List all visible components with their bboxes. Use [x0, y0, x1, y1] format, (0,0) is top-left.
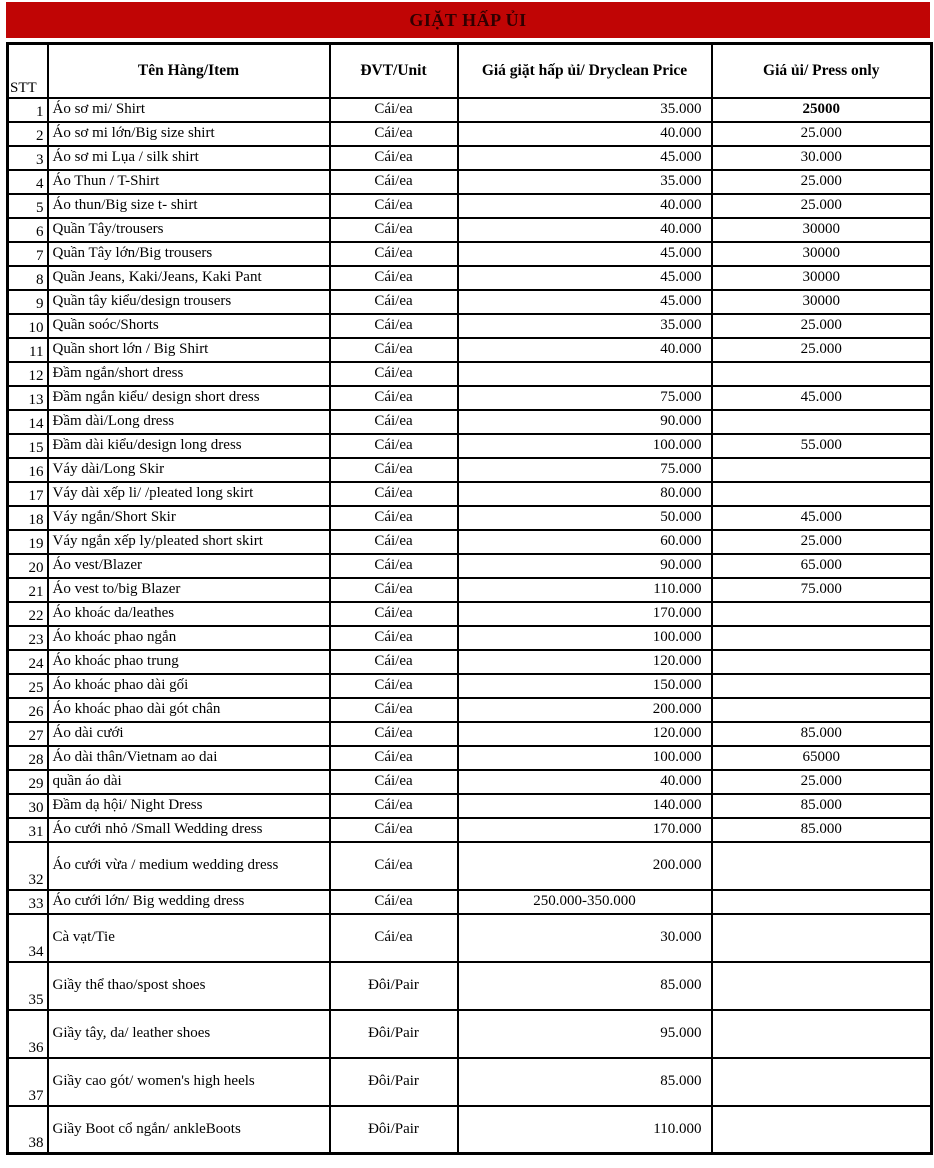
- dryclean-price-cell: 40.000: [458, 218, 712, 242]
- unit-cell: Cái/ea: [330, 698, 458, 722]
- press-price-cell: 65000: [712, 746, 932, 770]
- press-price-cell: [712, 1106, 932, 1154]
- table-row: [8, 650, 932, 674]
- item-cell: Áo vest to/big Blazer: [48, 578, 330, 602]
- stt-cell: 19: [8, 530, 48, 554]
- stt-cell: 30: [8, 794, 48, 818]
- table-row: [8, 842, 932, 890]
- item-cell: Áo Thun / T-Shirt: [48, 170, 330, 194]
- item-cell: Áo khoác phao dài gót chân: [48, 698, 330, 722]
- item-cell: Áo khoác phao dài gối: [48, 674, 330, 698]
- press-price-cell: 65.000: [712, 554, 932, 578]
- unit-cell: Đôi/Pair: [330, 1106, 458, 1154]
- dryclean-price-cell: 100.000: [458, 626, 712, 650]
- unit-cell: Cái/ea: [330, 410, 458, 434]
- unit-cell: Cái/ea: [330, 146, 458, 170]
- item-cell: Váy dài xếp li/ /pleated long skirt: [48, 482, 330, 506]
- stt-cell: 31: [8, 818, 48, 842]
- press-price-cell: [712, 458, 932, 482]
- stt-cell: 4: [8, 170, 48, 194]
- unit-cell: Cái/ea: [330, 530, 458, 554]
- dryclean-price-cell: 75.000: [458, 458, 712, 482]
- dryclean-price-cell: 60.000: [458, 530, 712, 554]
- unit-cell: Cái/ea: [330, 242, 458, 266]
- unit-cell: Cái/ea: [330, 818, 458, 842]
- press-price-cell: 30000: [712, 266, 932, 290]
- item-cell: Đầm ngắn kiểu/ design short dress: [48, 386, 330, 410]
- unit-cell: Cái/ea: [330, 362, 458, 386]
- stt-cell: 9: [8, 290, 48, 314]
- unit-cell: Cái/ea: [330, 554, 458, 578]
- unit-cell: Cái/ea: [330, 794, 458, 818]
- table-row: [8, 578, 932, 602]
- stt-cell: 21: [8, 578, 48, 602]
- column-header-unit: ĐVT/Unit: [330, 44, 458, 98]
- dryclean-price-cell: 75.000: [458, 386, 712, 410]
- table-row: [8, 818, 932, 842]
- unit-cell: Cái/ea: [330, 434, 458, 458]
- column-header-item: Tên Hàng/Item: [48, 44, 330, 98]
- press-price-cell: [712, 626, 932, 650]
- unit-cell: Cái/ea: [330, 122, 458, 146]
- stt-cell: 8: [8, 266, 48, 290]
- item-cell: Áo dài cưới: [48, 722, 330, 746]
- stt-cell: 10: [8, 314, 48, 338]
- stt-cell: 5: [8, 194, 48, 218]
- item-cell: Áo sơ mi/ Shirt: [48, 98, 330, 122]
- stt-cell: 38: [8, 1106, 48, 1154]
- table-row: [8, 410, 932, 434]
- dryclean-price-cell: 170.000: [458, 818, 712, 842]
- table-row: [8, 338, 932, 362]
- unit-cell: Cái/ea: [330, 338, 458, 362]
- table-row: [8, 1058, 932, 1106]
- table-title: GIẶT HẤP ỦI: [6, 2, 930, 38]
- unit-cell: Cái/ea: [330, 602, 458, 626]
- unit-cell: Cái/ea: [330, 218, 458, 242]
- dryclean-price-cell: 110.000: [458, 1106, 712, 1154]
- table-row: [8, 290, 932, 314]
- dryclean-price-cell: 40.000: [458, 122, 712, 146]
- unit-cell: Cái/ea: [330, 674, 458, 698]
- press-price-cell: 85.000: [712, 722, 932, 746]
- unit-cell: Cái/ea: [330, 746, 458, 770]
- stt-cell: 11: [8, 338, 48, 362]
- table-row: [8, 98, 932, 122]
- unit-cell: Cái/ea: [330, 506, 458, 530]
- item-cell: Áo sơ mi Lụa / silk shirt: [48, 146, 330, 170]
- dryclean-price-cell: 40.000: [458, 770, 712, 794]
- stt-cell: 7: [8, 242, 48, 266]
- item-cell: Quần Jeans, Kaki/Jeans, Kaki Pant: [48, 266, 330, 290]
- dryclean-price-cell: 30.000: [458, 914, 712, 962]
- unit-cell: Đôi/Pair: [330, 962, 458, 1010]
- stt-cell: 15: [8, 434, 48, 458]
- dryclean-price-cell: 250.000-350.000: [458, 890, 712, 914]
- dryclean-price-cell: 150.000: [458, 674, 712, 698]
- price-table-header: [8, 44, 932, 98]
- table-row: [8, 890, 932, 914]
- press-price-cell: [712, 842, 932, 890]
- dryclean-price-cell: 45.000: [458, 290, 712, 314]
- item-cell: Quần short lớn / Big Shirt: [48, 338, 330, 362]
- unit-cell: Cái/ea: [330, 290, 458, 314]
- dryclean-price-cell: 100.000: [458, 746, 712, 770]
- table-row: [8, 314, 932, 338]
- table-row: [8, 722, 932, 746]
- item-cell: Đầm ngắn/short dress: [48, 362, 330, 386]
- press-price-cell: 30.000: [712, 146, 932, 170]
- item-cell: Quần Tây/trousers: [48, 218, 330, 242]
- dryclean-price-cell: 80.000: [458, 482, 712, 506]
- table-row: [8, 530, 932, 554]
- press-price-cell: 75.000: [712, 578, 932, 602]
- item-cell: quần áo dài: [48, 770, 330, 794]
- table-row: [8, 1010, 932, 1058]
- stt-cell: 32: [8, 842, 48, 890]
- table-row: [8, 194, 932, 218]
- table-row: [8, 362, 932, 386]
- press-price-cell: 25.000: [712, 770, 932, 794]
- item-cell: Áo khoác phao trung: [48, 650, 330, 674]
- stt-cell: 35: [8, 962, 48, 1010]
- item-cell: Áo sơ mi lớn/Big size shirt: [48, 122, 330, 146]
- table-row: [8, 626, 932, 650]
- unit-cell: Cái/ea: [330, 170, 458, 194]
- dryclean-price-cell: [458, 362, 712, 386]
- dryclean-price-cell: 85.000: [458, 962, 712, 1010]
- stt-cell: 29: [8, 770, 48, 794]
- price-table-body: [8, 98, 932, 1154]
- item-cell: Quần soóc/Shorts: [48, 314, 330, 338]
- table-row: [8, 794, 932, 818]
- unit-cell: Đôi/Pair: [330, 1010, 458, 1058]
- stt-cell: 17: [8, 482, 48, 506]
- press-price-cell: [712, 1058, 932, 1106]
- unit-cell: Cái/ea: [330, 386, 458, 410]
- press-price-cell: 55.000: [712, 434, 932, 458]
- table-row: [8, 386, 932, 410]
- press-price-cell: [712, 962, 932, 1010]
- dryclean-price-cell: 50.000: [458, 506, 712, 530]
- stt-cell: 22: [8, 602, 48, 626]
- item-cell: Váy ngắn xếp ly/pleated short skirt: [48, 530, 330, 554]
- press-price-cell: 25.000: [712, 194, 932, 218]
- unit-cell: Cái/ea: [330, 98, 458, 122]
- table-row: [8, 674, 932, 698]
- press-price-cell: [712, 914, 932, 962]
- table-row: [8, 1106, 932, 1154]
- table-row: [8, 146, 932, 170]
- press-price-cell: 45.000: [712, 506, 932, 530]
- table-row: [8, 266, 932, 290]
- unit-cell: Cái/ea: [330, 770, 458, 794]
- unit-cell: Đôi/Pair: [330, 1058, 458, 1106]
- table-row: [8, 554, 932, 578]
- dryclean-price-cell: 40.000: [458, 338, 712, 362]
- press-price-cell: 25.000: [712, 122, 932, 146]
- dryclean-price-cell: 120.000: [458, 650, 712, 674]
- item-cell: Đầm dạ hội/ Night Dress: [48, 794, 330, 818]
- press-price-cell: 30000: [712, 242, 932, 266]
- press-price-cell: 25.000: [712, 338, 932, 362]
- unit-cell: Cái/ea: [330, 842, 458, 890]
- press-price-cell: [712, 482, 932, 506]
- press-price-cell: 25.000: [712, 170, 932, 194]
- press-price-cell: [712, 362, 932, 386]
- stt-cell: 23: [8, 626, 48, 650]
- stt-cell: 1: [8, 98, 48, 122]
- press-price-cell: [712, 698, 932, 722]
- dryclean-price-cell: 35.000: [458, 314, 712, 338]
- item-cell: Váy dài/Long Skir: [48, 458, 330, 482]
- dryclean-price-cell: 45.000: [458, 146, 712, 170]
- table-row: [8, 770, 932, 794]
- dryclean-price-cell: 45.000: [458, 266, 712, 290]
- stt-cell: 12: [8, 362, 48, 386]
- unit-cell: Cái/ea: [330, 314, 458, 338]
- item-cell: Giầy thể thao/spost shoes: [48, 962, 330, 1010]
- stt-cell: 14: [8, 410, 48, 434]
- item-cell: Áo cưới vừa / medium wedding dress: [48, 842, 330, 890]
- unit-cell: Cái/ea: [330, 914, 458, 962]
- table-row: [8, 746, 932, 770]
- item-cell: Áo vest/Blazer: [48, 554, 330, 578]
- item-cell: Áo khoác da/leathes: [48, 602, 330, 626]
- dryclean-price-cell: 140.000: [458, 794, 712, 818]
- stt-cell: 26: [8, 698, 48, 722]
- item-cell: Đầm dài kiểu/design long dress: [48, 434, 330, 458]
- press-price-cell: [712, 1010, 932, 1058]
- column-header-dryclean: Giá giặt hấp ủi/ Dryclean Price: [458, 44, 712, 98]
- press-price-cell: [712, 602, 932, 626]
- unit-cell: Cái/ea: [330, 578, 458, 602]
- press-price-cell: 25.000: [712, 530, 932, 554]
- item-cell: Đầm dài/Long dress: [48, 410, 330, 434]
- stt-cell: 24: [8, 650, 48, 674]
- dryclean-price-cell: 90.000: [458, 554, 712, 578]
- dryclean-price-cell: 35.000: [458, 98, 712, 122]
- price-table: [6, 42, 933, 1155]
- press-price-cell: 25000: [712, 98, 932, 122]
- stt-cell: 36: [8, 1010, 48, 1058]
- stt-cell: 33: [8, 890, 48, 914]
- dryclean-price-cell: 40.000: [458, 194, 712, 218]
- dryclean-price-cell: 95.000: [458, 1010, 712, 1058]
- press-price-cell: [712, 890, 932, 914]
- table-row: [8, 218, 932, 242]
- stt-cell: 18: [8, 506, 48, 530]
- column-header-stt: STT: [8, 44, 48, 98]
- unit-cell: Cái/ea: [330, 890, 458, 914]
- stt-cell: 25: [8, 674, 48, 698]
- header-row: [8, 44, 932, 98]
- unit-cell: Cái/ea: [330, 458, 458, 482]
- dryclean-price-cell: 170.000: [458, 602, 712, 626]
- table-row: [8, 506, 932, 530]
- item-cell: Quần tây kiểu/design trousers: [48, 290, 330, 314]
- table-row: [8, 698, 932, 722]
- stt-cell: 28: [8, 746, 48, 770]
- stt-cell: 13: [8, 386, 48, 410]
- item-cell: Áo cưới nhỏ /Small Wedding dress: [48, 818, 330, 842]
- stt-cell: 6: [8, 218, 48, 242]
- dryclean-price-cell: 200.000: [458, 842, 712, 890]
- table-row: [8, 914, 932, 962]
- item-cell: Áo thun/Big size t- shirt: [48, 194, 330, 218]
- dryclean-price-cell: 85.000: [458, 1058, 712, 1106]
- unit-cell: Cái/ea: [330, 626, 458, 650]
- table-row: [8, 434, 932, 458]
- unit-cell: Cái/ea: [330, 266, 458, 290]
- item-cell: Giầy cao gót/ women's high heels: [48, 1058, 330, 1106]
- item-cell: Váy ngắn/Short Skir: [48, 506, 330, 530]
- item-cell: Áo khoác phao ngắn: [48, 626, 330, 650]
- table-row: [8, 458, 932, 482]
- item-cell: Quần Tây lớn/Big trousers: [48, 242, 330, 266]
- item-cell: Áo dài thân/Vietnam ao dai: [48, 746, 330, 770]
- press-price-cell: 85.000: [712, 818, 932, 842]
- stt-cell: 34: [8, 914, 48, 962]
- press-price-cell: 30000: [712, 290, 932, 314]
- press-price-cell: 85.000: [712, 794, 932, 818]
- table-row: [8, 170, 932, 194]
- item-cell: Giầy Boot cổ ngắn/ ankleBoots: [48, 1106, 330, 1154]
- dryclean-price-cell: 120.000: [458, 722, 712, 746]
- item-cell: Cà vạt/Tie: [48, 914, 330, 962]
- dryclean-price-cell: 35.000: [458, 170, 712, 194]
- table-row: [8, 242, 932, 266]
- item-cell: Giầy tây, da/ leather shoes: [48, 1010, 330, 1058]
- unit-cell: Cái/ea: [330, 650, 458, 674]
- stt-cell: 37: [8, 1058, 48, 1106]
- dryclean-price-cell: 110.000: [458, 578, 712, 602]
- table-row: [8, 602, 932, 626]
- item-cell: Áo cưới lớn/ Big wedding dress: [48, 890, 330, 914]
- press-price-cell: [712, 674, 932, 698]
- stt-cell: 27: [8, 722, 48, 746]
- unit-cell: Cái/ea: [330, 722, 458, 746]
- dryclean-price-cell: 90.000: [458, 410, 712, 434]
- dryclean-price-cell: 100.000: [458, 434, 712, 458]
- press-price-cell: 30000: [712, 218, 932, 242]
- dryclean-price-cell: 45.000: [458, 242, 712, 266]
- press-price-cell: 45.000: [712, 386, 932, 410]
- table-row: [8, 482, 932, 506]
- stt-cell: 2: [8, 122, 48, 146]
- column-header-press: Giá ủi/ Press only: [712, 44, 932, 98]
- table-row: [8, 122, 932, 146]
- press-price-cell: [712, 410, 932, 434]
- stt-cell: 3: [8, 146, 48, 170]
- press-price-cell: [712, 650, 932, 674]
- press-price-cell: 25.000: [712, 314, 932, 338]
- dryclean-price-cell: 200.000: [458, 698, 712, 722]
- unit-cell: Cái/ea: [330, 194, 458, 218]
- table-row: [8, 962, 932, 1010]
- stt-cell: 20: [8, 554, 48, 578]
- stt-cell: 16: [8, 458, 48, 482]
- unit-cell: Cái/ea: [330, 482, 458, 506]
